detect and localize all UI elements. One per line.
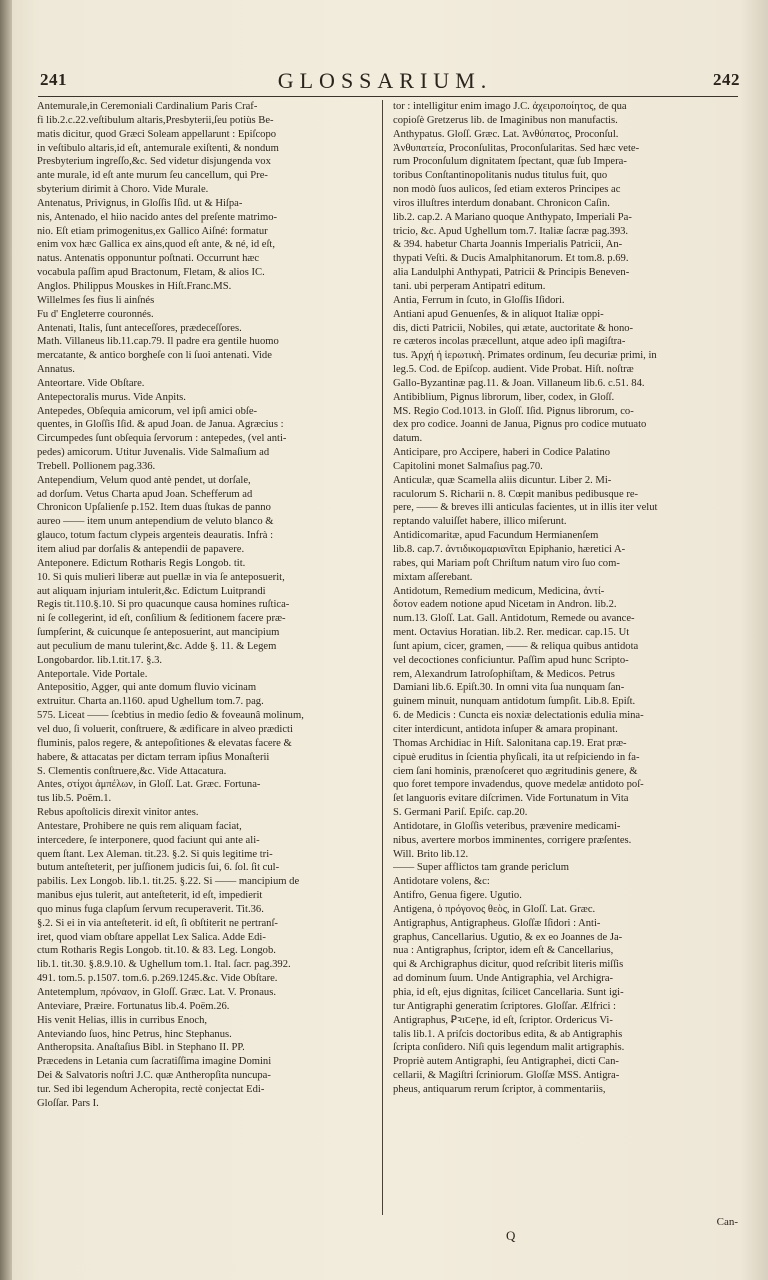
text-line: Chronicon Upſalienſe p.152. Item duas ſtukas de panno: [37, 502, 271, 514]
text-line: aureo —— item unum antependium de veluto blanco &: [37, 516, 274, 528]
text-line: tur. Sed ibi legendum Acheropita, rectè conjectat Edi-: [37, 1083, 265, 1095]
text-line: talis lib.1. A priſcis doctoribus edita, & ab Antigraphis: [393, 1028, 623, 1040]
text-line: Antenatus, Privignus, in Gloſſis Iſid. ut & Hiſpa-: [37, 197, 243, 209]
text-line: Propriè autem Antigraphi, ſeu Antigraphei, dicti Can-: [393, 1056, 619, 1068]
text-line: nibus, avertere morbos imminentes, corrigere præſentes.: [393, 834, 632, 846]
text-line: quem ſtant. Lex Aleman. tit.23. §.2. Si quis legitime tri-: [37, 848, 273, 860]
text-line: ciem ſani hominis, prænoſceret quo ægritudinis genere, &: [393, 765, 638, 777]
text-line: Antidotare, in Gloſſis veteribus, prævenire medicami-: [393, 820, 621, 832]
catchword: Can-: [716, 1216, 738, 1228]
text-line: nis, Antenado, el hiio nacido antes del preſente matrimo-: [37, 211, 278, 223]
text-line: Antestare, Prohibere ne quis rem aliquam faciat,: [37, 820, 242, 832]
text-line: tor : intelligitur enim imago J.C. ἀχειροποίητος, de qua: [393, 101, 627, 112]
text-line: Willelmes ſes fius li ainſnés: [37, 294, 155, 306]
text-line: raculorum S. Richarii n. 8. Cœpit manibus pedibusque re-: [393, 488, 639, 500]
text-line: ni ſe collegerint, id eſt, conſilium & ſeditionem facere præ-: [37, 613, 286, 625]
text-line: cellarii, & Magiſtri ſcriniorum. Gloſſæ MSS. Antigra-: [393, 1070, 620, 1082]
text-line: Anteortare. Vide Obſtare.: [37, 377, 145, 389]
text-line: 491. tom.5. p.1507. tom.6. p.269.1245.&c. Vide Obſtare.: [37, 973, 278, 985]
text-line: lib.8. cap.7. ἀντιδικομαριανῖται Epiphanio, hæretici A-: [393, 544, 626, 555]
text-line: ſumpſerint, & cuicunque ſe anteposuerint, aut mancipium: [37, 627, 280, 639]
text-line: Thomas Archidiac in Hiſt. Salonitana cap.19. Erat præ-: [393, 737, 627, 749]
text-line: datum.: [393, 433, 423, 445]
text-line: viros illuſtres interdum donabant. Chronicon Caſin.: [393, 197, 610, 209]
text-line: lib.1. tit.30. §.8.9.10. & Ughellum tom.1. Ital. ſacr. pag.392.: [37, 959, 291, 971]
text-line: alia Landulphi Anthypati, Patricii & Principis Beneven-: [393, 267, 630, 279]
text-line: quo foret tempore invadendus, quove medelæ antidoto poſ-: [393, 779, 644, 791]
text-line: pheus, antiquarum rerum ſcriptor, à commentariis,: [393, 1083, 606, 1095]
text-line: Antigraphus, Antigrapheus. Gloſſæ Iſidori : Anti-: [393, 917, 601, 929]
text-line: tur Antigraphi generatim ſcriptores. Gloſſar. Ælfrici :: [393, 1000, 617, 1012]
text-line: natus. Antenatis opponuntur poſtnati. Occurrunt hæc: [37, 253, 260, 265]
text-line: vocabula paſſim apud Bractonum, Fletam, & alios IC.: [37, 267, 265, 279]
text-line: Antepedes, Obſequia amicorum, vel ipſi amici obſe-: [37, 405, 258, 417]
text-line: 575. Liceat —— ſcebtius in medio ſedio & foveaunâ molinum,: [37, 710, 304, 722]
text-line: Antemurale,in Ceremoniali Cardinalium Paris Craf-: [37, 101, 258, 112]
running-header: [30, 70, 740, 98]
text-line: Antetemplum, πρόναον, in Gloſſ. Græc. Lat. V. Pronaus.: [37, 987, 276, 998]
text-line: citer interdicunt, antidota inſuper & amara propinant.: [393, 723, 618, 735]
text-line: Math. Villaneus lib.11.cap.79. Il padre era gentile huomo: [37, 336, 279, 348]
text-line: cipuè eruditus in ſcientia phyſicali, ita ut reſpiciendo in fa-: [393, 751, 640, 763]
text-line: extruitur. Charta an.1160. apud Ughellum tom.7. pag.: [37, 696, 264, 708]
text-line: Longobardor. lib.1.tit.17. §.3.: [37, 654, 163, 666]
left-column: [37, 100, 377, 1111]
text-line: Antepectoralis murus. Vide Anpits.: [37, 391, 186, 403]
text-line: copioſè Gretzerus lib. de Imaginibus non manufactis.: [393, 114, 618, 126]
text-line: MS. Regio Cod.1013. in Gloſſ. Iſid. Pignus librorum, co-: [393, 405, 634, 417]
text-line: §.2. Si ei in via anteſteterit. id eſt, ſi obſtiterit ne pertranſ-: [37, 917, 278, 929]
text-line: phia, id eſt, ejus dignitas, ſcilicet Cancellaria. Sunt igi-: [393, 987, 624, 998]
text-line: rabes, qui Mariam poſt Chriſtum natum viro ſuo com-: [393, 557, 620, 569]
text-line: aut aliquam injuriam intulerit,&c. Edictum Luitprandi: [37, 585, 266, 597]
text-line: Gallo-Byzantinæ pag.11. & Joan. Villaneum lib.6. c.51. 84.: [393, 377, 645, 389]
text-line: vel decoctiones conficiuntur. Paſſim apud hunc Scripto-: [393, 654, 629, 666]
text-line: Antepositio, Agger, qui ante domum fluvio vicinam: [37, 682, 257, 694]
text-line: Anteviare, Præire. Fortunatus lib.4. Poëm.26.: [37, 1000, 230, 1012]
column-divider: [382, 100, 383, 1215]
text-line: aut peculium de manu tulerint,&c. Adde §. 11. & Legem: [37, 640, 277, 652]
text-line: dex pro codice. Joanni de Janua, Pignus pro codice mutuato: [393, 419, 647, 431]
text-line: fluminis, palos regere, & antepoſitiones & elevatas facere &: [37, 737, 292, 749]
text-line: Rebus apoſtolicis direxit vinitor antes.: [37, 807, 199, 819]
text-line: Anticulæ, quæ Scamella aliis dicuntur. Liber 2. Mi-: [393, 474, 612, 486]
text-line: non modò ſuos aulicos, ſed etiam exteros Principes ac: [393, 184, 621, 196]
text-line: butum anteſteterit, per juſſionem judicis ſui, 6. ſol. ſit cul-: [37, 862, 280, 874]
text-line: intercedere, ſe interponere, quod faciunt qui ante ali-: [37, 834, 260, 846]
text-line: pedes) amicorum. Utitur Juvenalis. Vide Salmaſium ad: [37, 447, 270, 459]
text-line: toribus Conſtantinopolitanis nudus titulus fuit, quo: [393, 170, 608, 182]
header-rule: [38, 96, 738, 97]
text-line: ment. Octavius Horatian. lib.2. Rer. medicar. cap.15. Ut: [393, 627, 630, 639]
text-line: Antibiblium, Pignus librorum, liber, codex, in Gloſſ.: [393, 391, 615, 403]
text-line: Anteviando ſuos, hinc Petrus, hinc Stephanus.: [37, 1028, 232, 1040]
text-line: Antependium, Velum quod antè pendet, ut dorſale,: [37, 474, 251, 486]
text-line: ad dominum ſuum. Unde Antigraphia, vel Archigra-: [393, 973, 614, 985]
text-line: Anteportale. Vide Portale.: [37, 668, 148, 680]
text-line: Antidotum, Remedium medicum, Medicina, ἀντί-: [393, 585, 605, 597]
text-line: mixtam aſſerebant.: [393, 571, 473, 583]
text-line: Antidotare volens, &c:: [393, 876, 490, 888]
text-line: tricio, &c. Apud Ughellum tom.7. Italiæ ſacræ pag.393.: [393, 225, 629, 237]
text-line: quentes, in Gloſſis Iſid. & apud Joan. de Janua. Agræcius :: [37, 419, 284, 431]
text-line: dis, dicti Patricii, Nobiles, qui ætate, auctoritate & hono-: [393, 322, 634, 334]
text-line: δοτον eadem notione apud Nicetam in Andron. lib.2.: [393, 599, 617, 611]
text-line: Gloſſar. Pars I.: [37, 1097, 99, 1109]
text-line: pabilis. Lex Longob. lib.1. tit.25. §.22. Si —— mancipium de: [37, 876, 300, 888]
text-line: ſunt apium, cicer, gramen, —— & reliqua quibus antidota: [393, 640, 639, 652]
text-line: in veſtibulo altaris,id eſt, antemurale exiſtenti, & nondum: [37, 142, 279, 154]
text-line: ctum Rotharis Regis Longob. tit.10. & 83. Leg. Longob.: [37, 945, 276, 957]
text-line: manibus ejus tulerit, aut anteſteterit, id eſt, impedierit: [37, 890, 263, 902]
text-line: Anglos. Philippus Mouskes in Hiſt.Franc.MS.: [37, 280, 232, 292]
text-line: nua : Antigraphus, ſcriptor, idem eſt & Cancellarius,: [393, 945, 614, 957]
text-line: Antiani apud Genuenſes, & in aliquot Italiæ oppi-: [393, 308, 604, 320]
text-line: 10. Si quis mulieri liberæ aut puellæ in via ſe anteposuerit,: [37, 571, 285, 583]
text-line: Antes, στίχοι ἀμπέλων, in Gloſſ. Lat. Græc. Fortuna-: [37, 779, 261, 791]
text-line: Dei & Salvatoris noſtri J.C. quæ Antheropſita nuncupa-: [37, 1070, 271, 1082]
text-line: Capitolini monet Salmaſius pag.70.: [393, 460, 543, 472]
text-line: pere, —— & breves illi anticulas facientes, ut in illis iter velut: [393, 502, 658, 514]
text-line: Fu d' Engleterre couronnés.: [37, 308, 154, 320]
text-line: Antifro, Genua figere. Ugutio.: [393, 890, 522, 902]
text-line: tani. ubi perperam Antipatri editum.: [393, 280, 546, 292]
page-number-left: 241: [40, 70, 67, 89]
text-line: 6. de Medicis : Cuncta eis noxiæ delectationis edulia mina-: [393, 710, 644, 722]
text-line: Antigena, ὁ πρόγονος θεὸς, in Gloſſ. Lat. Græc.: [393, 903, 596, 915]
right-column: [393, 100, 739, 1097]
text-line: habere, & attacatas per dictam terram ipſius Monaſterii: [37, 751, 270, 763]
binding-gutter: [0, 0, 12, 1280]
text-line: quo minus fuga clapſum ſervum recuperaverit. Tit.36.: [37, 903, 264, 915]
text-line: Presbyterium ingreſſo,&c. Sed videtur disjungenda vox: [37, 156, 271, 168]
text-line: Anthypatus. Gloſſ. Græc. Lat. Ἀνθύπατος, Proconſul.: [393, 128, 619, 140]
text-line: ſcripta conſidero. Niſi quis legendum malit artigraphis.: [393, 1042, 625, 1054]
text-line: —— Super afflictos tam grande periclum: [393, 862, 570, 874]
text-line: Will. Brito lib.12.: [393, 848, 469, 860]
text-line: Annatus.: [37, 364, 75, 376]
text-line: ſet languoris evitare diſcrimen. Vide Fortunatum in Vita: [393, 793, 629, 805]
text-line: Antidicomaritæ, apud Facundum Hermianenſem: [393, 530, 599, 542]
text-line: Trebell. Pollionem pag.336.: [37, 460, 156, 472]
text-line: ad dorſum. Vetus Charta apud Joan. Schefferum ad: [37, 488, 253, 500]
text-line: mercatante, & antico borgheſe con li ſuoi antenati. Vide: [37, 350, 272, 362]
text-line: enim vox hæc Gallica ex ains,quod eſt ante, & né, id eſt,: [37, 239, 276, 251]
text-line: Antigraphus, Ꝑꝛıꞇeꞃe, id eſt, ſcriptor. Ordericus Vi-: [393, 1014, 613, 1026]
text-line: item aliud par dorſalis & antependii de papavere.: [37, 544, 245, 555]
text-line: iret, quod viam obſtare appellat Lex Salica. Adde Edi-: [37, 931, 266, 943]
text-line: rum Proconſulum dignitatem ſpectant, quæ ſub Impera-: [393, 156, 627, 168]
running-title: GLOSSARIUM.: [277, 68, 493, 93]
text-line: Antia, Ferrum in ſcuto, in Gloſſis Iſidori.: [393, 294, 565, 306]
text-line: Anteponere. Edictum Rotharis Regis Longob. tit.: [37, 557, 246, 569]
text-line: matis dicitur, quod Græci Soleam appellarunt : Epiſcopo: [37, 128, 277, 140]
text-line: rem, Alexandrum Iatroſophiſtam, & Medicos. Petrus: [393, 668, 615, 680]
text-line: Antenati, Italis, ſunt anteceſſores, prædeceſſores.: [37, 322, 242, 334]
text-line: S. Germani Pariſ. Epiſc. cap.20.: [393, 807, 528, 819]
text-line: nio. Eſt etiam primogenitus,ex Gallico Aiſné: formatur: [37, 225, 268, 237]
text-line: Damiani lib.6. Epiſt.30. In omni vita ſua nunquam ſan-: [393, 682, 625, 694]
text-line: Anticipare, pro Accipere, haberi in Codice Palatino: [393, 447, 611, 459]
text-line: Regis tit.110.§.10. Si pro quacunque causa homines ruſtica-: [37, 599, 290, 611]
text-line: qui & Archigraphus dicitur, quod reſcribit literis miſſis: [393, 959, 624, 971]
text-line: Antheropsita. Anaſtaſius Bibl. in Stephano II. PP.: [37, 1042, 245, 1054]
text-line: Circumpedes ſunt obſequia ſervorum : antepedes, (vel anti-: [37, 433, 287, 445]
text-line: guinem minuit, nunquam antidotum ſumpſit. Lib.8. Epiſt.: [393, 696, 636, 708]
text-line: & 394. habetur Charta Joannis Imperialis Patricii, An-: [393, 239, 623, 251]
text-line: thypati Veſti. & Ducis Amalphitanorum. Et tom.8. p.69.: [393, 253, 629, 265]
text-line: leg.5. Cod. de Epiſcop. audient. Vide Probat. Hiſt. noſtræ: [393, 364, 634, 376]
text-line: Præcedens in Letania cum ſacratiſſima imagine Domini: [37, 1056, 272, 1068]
text-line: His venit Helias, illis in curribus Enoch,: [37, 1014, 208, 1026]
text-line: lib.2. cap.2. A Mariano quoque Anthypato, Imperiali Pa-: [393, 211, 632, 223]
text-line: graphus, Cancellarius. Ugutio, & ex eo Joannes de Ja-: [393, 931, 623, 943]
text-line: ante murale, id eſt ante murum ſeu cancellum, qui Pre-: [37, 170, 268, 182]
text-line: re cæteros incolas præcellunt, atque adeo ipſi magiſtra-: [393, 336, 626, 348]
text-line: glauco, totum factum clypeis argenteis deauratis. Infrà :: [37, 530, 274, 542]
text-line: fi lib.2.c.22.veſtibulum altaris,Presbyterii,ſeu potiùs Be-: [37, 114, 274, 126]
text-line: num.13. Gloſſ. Lat. Gall. Antidotum, Remede ou avance-: [393, 613, 635, 625]
signature-mark: Q: [506, 1228, 516, 1243]
text-line: tus. Ἀρχή ἡ ἱερωτικὴ. Primates ordinum, ſeu decuriæ primi, in: [393, 350, 657, 362]
page-number-right: 242: [713, 70, 740, 89]
text-line: vel duo, ſi voluerit, conſtruere, & ædificare in alveo prædicti: [37, 723, 293, 735]
text-line: S. Clementis conſtruere,&c. Vide Attacatura.: [37, 765, 227, 777]
text-line: tus lib.5. Poëm.1.: [37, 793, 112, 805]
text-line: sbyterium dirimit à Choro. Vide Murale.: [37, 184, 209, 196]
text-line: Ἀνθυπατεία, Proconſulitas, Proconſularitas. Sed hæc vete-: [393, 142, 640, 154]
text-line: reptando valuiſſet habere, illico miſerunt.: [393, 516, 567, 528]
